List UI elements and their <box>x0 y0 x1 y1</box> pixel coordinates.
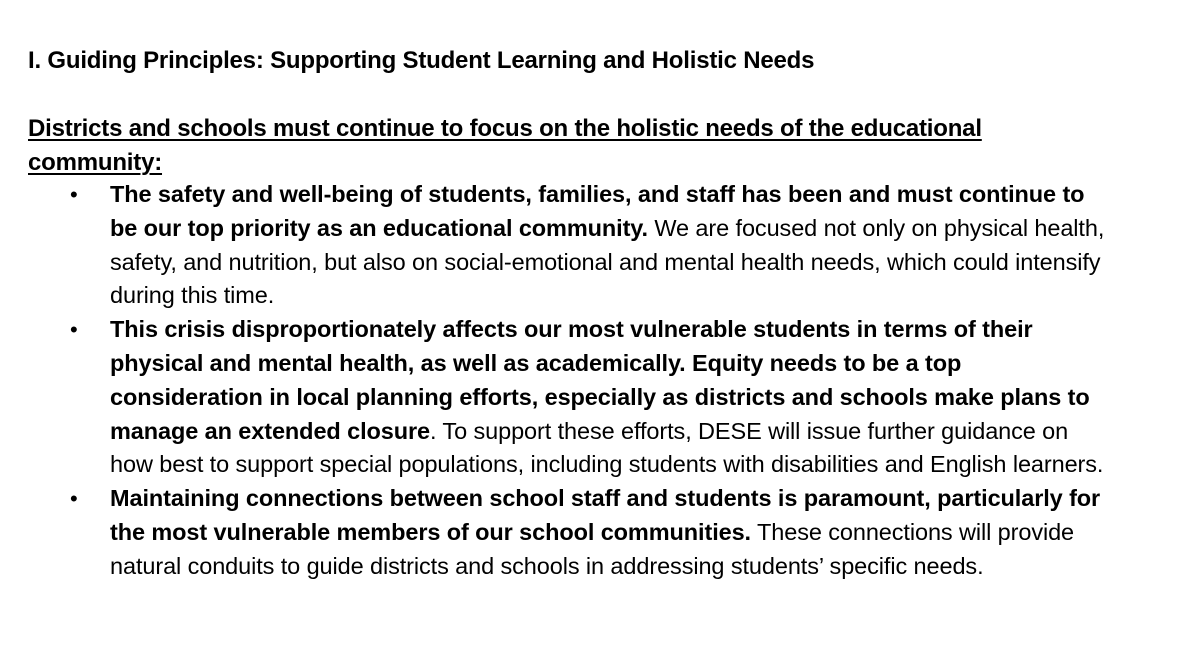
bullet-icon: • <box>70 317 78 343</box>
list-item <box>28 482 1110 583</box>
bullet-icon: • <box>70 486 78 512</box>
section-heading: I. Guiding Principles: Supporting Student Learning and Holistic Needs <box>28 47 815 74</box>
bullet-text: . To support these efforts, DESE will issue further guidance on how best to support special populations, including students with disabilities and English learners. <box>110 417 1104 478</box>
section-subheading: Districts and schools must continue to focus on the holistic needs of the educational community: <box>28 115 982 176</box>
list-item <box>28 178 1110 313</box>
bullet-text: We are focused not only on physical health, safety, and nutrition, but also on social-emotional and mental health needs, which could intensify during this time. <box>110 214 1105 309</box>
bullet-bold-text: This crisis disproportionately affects our most vulnerable students in terms of their physical and mental health, as well as academically. Equity needs to be a top consideration in local planning efforts, especially as districts and schools make plans to manage an extended closure <box>110 316 1090 444</box>
bullet-bold-text: Maintaining connections between school staff and students is paramount, particularly for the most vulnerable members of our school communities. <box>110 485 1101 545</box>
bullet-icon: • <box>70 182 78 207</box>
list-item <box>28 313 1110 482</box>
bullet-bold-text: The safety and well-being of students, families, and staff has been and must continue to be our top priority as an educational community. <box>110 181 1085 241</box>
bullet-text: These connections will provide natural conduits to guide districts and schools in addressing students’ specific needs. <box>110 518 1075 579</box>
principles-list <box>28 178 1178 584</box>
